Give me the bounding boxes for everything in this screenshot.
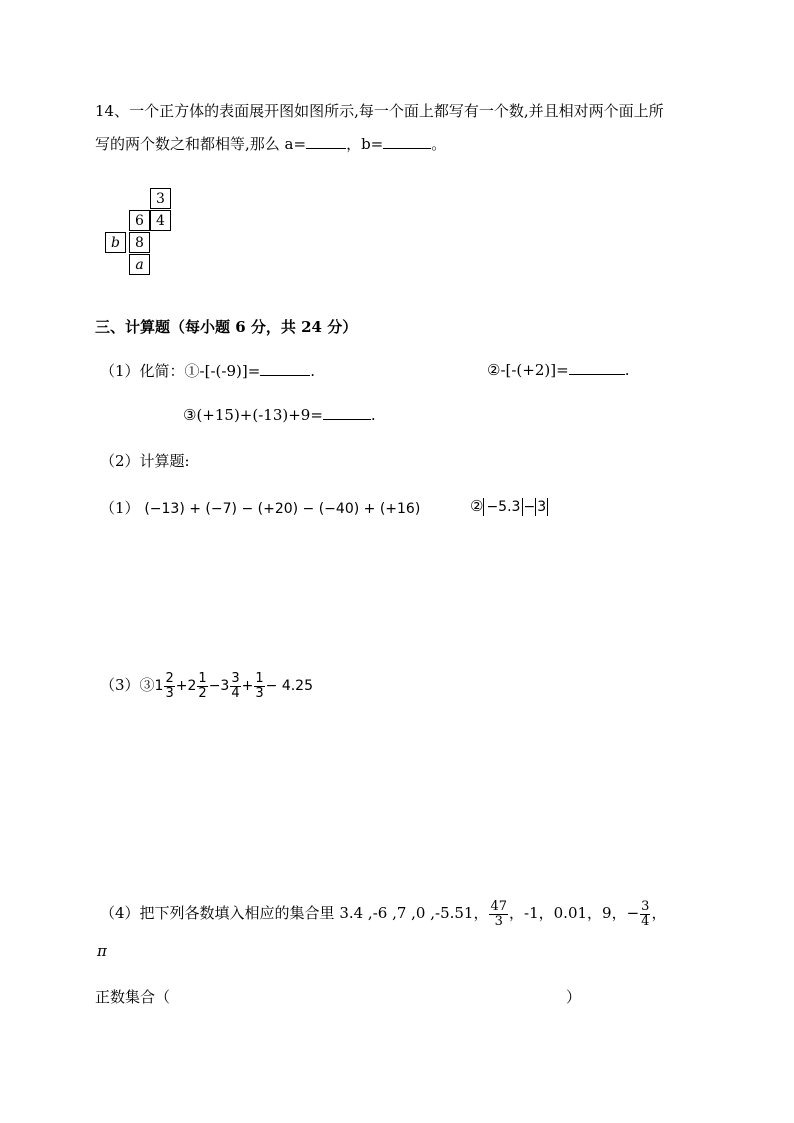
p4-row [100, 898, 666, 929]
fraction-47-3-den: 3 [494, 913, 503, 929]
answer-blank-1[interactable] [260, 361, 310, 376]
p2a-expr: (−13) + (−7) − (+20) − (−40) + (+16) [144, 501, 421, 517]
fraction-3-4-num: 3 [641, 898, 650, 914]
abs-value-left: −5.3 [483, 498, 523, 516]
answer-blank-b[interactable] [383, 134, 431, 149]
p2b-label: ② [470, 497, 484, 515]
q14-b-label: ，b= [346, 135, 384, 153]
p1-row2 [183, 405, 376, 424]
net-cell-6: 6 [129, 210, 150, 231]
fraction-2-den: 2 [198, 685, 207, 701]
p2b-row [470, 497, 548, 516]
fraction-3 [230, 672, 240, 701]
set-positive-close: ） [566, 988, 582, 1006]
answer-blank-2[interactable] [569, 360, 625, 375]
fraction-1-num: 2 [165, 670, 174, 686]
fraction-3-4-den: 4 [641, 913, 650, 929]
q14-line1: 14、一个正方体的表面展开图如图所示,每一个面上都写有一个数,并且相对两个面上所 [95, 102, 664, 120]
net-cell-8: 8 [129, 232, 150, 253]
p2a-label: （1） [100, 499, 140, 517]
section-heading: 三、计算题（每小题 6 分，共 24 分） [95, 318, 358, 336]
p3-whole-3: 3 [220, 678, 230, 694]
net-cell-b: b [105, 232, 126, 253]
fraction-4-num: 1 [255, 670, 264, 686]
p3-label: （3）③ [100, 676, 155, 694]
fraction-3-4 [640, 900, 650, 929]
fraction-47-3 [489, 900, 508, 929]
p1-label: （1）化简： [100, 362, 185, 380]
abs-value-right: 3 [537, 499, 547, 515]
p1-item1-end: . [310, 362, 316, 380]
p1-item2-end: . [624, 361, 630, 379]
set-positive-label: 正数集合（ [95, 988, 171, 1006]
p2a-row [100, 497, 420, 518]
p1-item1: ①-[-(-9)]= [184, 362, 261, 380]
net-cell-4: 4 [150, 210, 171, 231]
p2b-minus: − [523, 499, 536, 515]
p3-op1: + [175, 678, 188, 694]
fraction-3-num: 3 [231, 670, 240, 686]
p4-text: （4）把下列各数填入相应的集合里 3.4 ,-6 ,7 ,0 ,-5.51， [100, 904, 489, 922]
fraction-47-3-num: 47 [490, 898, 508, 914]
p1-item2: ②-[-(+2)]= [487, 361, 569, 379]
p2-label: （2）计算题: [100, 452, 190, 470]
q14-line2 [95, 133, 446, 154]
fraction-4 [254, 672, 264, 701]
fraction-3-den: 4 [231, 685, 240, 701]
fraction-2 [197, 672, 207, 701]
p4-end: ， [651, 904, 667, 922]
p3-whole-1: 1 [154, 678, 164, 694]
answer-blank-a[interactable] [306, 134, 346, 149]
p1-row1 [100, 360, 315, 381]
q14-line2-text: 写的两个数之和都相等,那么 a= [95, 135, 307, 153]
p1-item3-end: . [370, 406, 376, 424]
net-cell-a: a [129, 254, 150, 275]
set-positive-answer-area[interactable] [180, 984, 560, 1004]
fraction-1-den: 3 [165, 685, 174, 701]
p3-row [100, 670, 313, 701]
p3-tail: − 4.25 [265, 678, 313, 694]
answer-blank-3[interactable] [323, 405, 371, 420]
fraction-4-den: 3 [255, 685, 264, 701]
p3-op3: + [241, 678, 254, 694]
net-cell-3: 3 [150, 188, 171, 209]
q14-end: 。 [431, 135, 447, 153]
p4-pi: π [97, 942, 107, 960]
p1-item3: ③(+15)+(-13)+9= [183, 406, 323, 424]
p3-op2: − [208, 678, 221, 694]
fraction-2-num: 1 [198, 670, 207, 686]
fraction-1 [164, 672, 174, 701]
p4-mid: ，-1，0.01，9，− [509, 904, 640, 922]
cube-net-diagram [105, 188, 175, 278]
p1-row1-right [487, 360, 629, 379]
p3-whole-2: 2 [187, 678, 197, 694]
